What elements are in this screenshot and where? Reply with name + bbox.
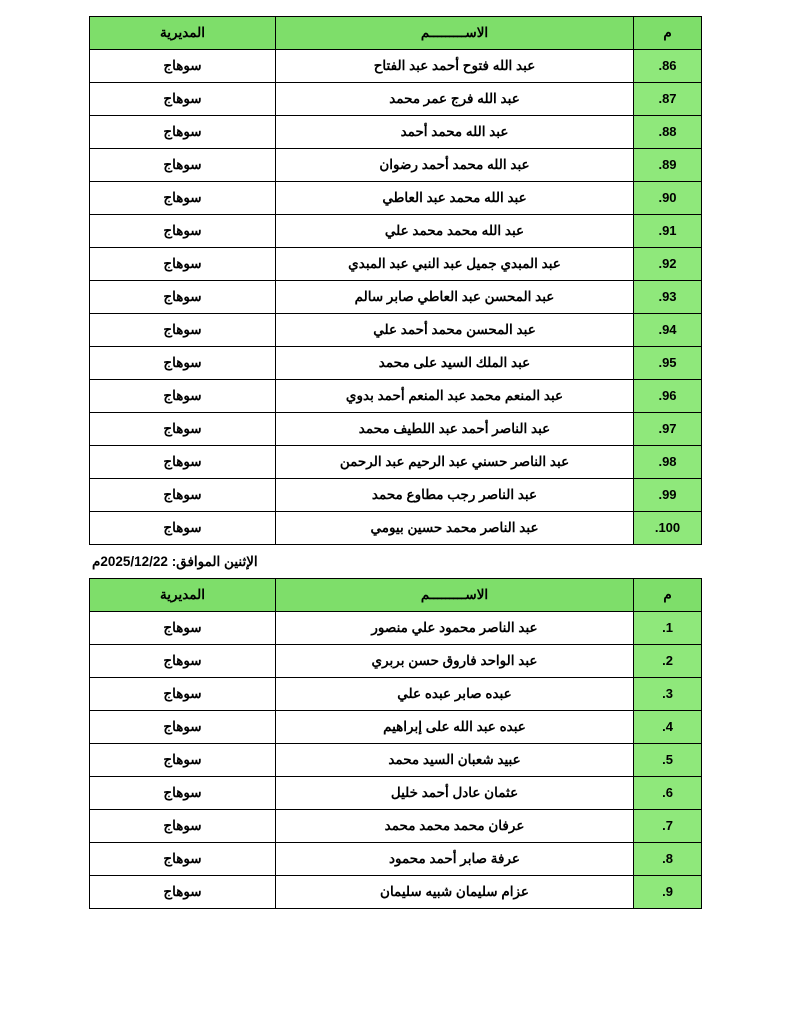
row-number: 88. xyxy=(634,116,702,149)
row-directorate: سوهاج xyxy=(90,446,276,479)
row-name: عبد الله محمد أحمد رضوان xyxy=(276,149,634,182)
table-row xyxy=(90,182,702,215)
row-number: 96. xyxy=(634,380,702,413)
row-directorate: سوهاج xyxy=(90,248,276,281)
row-name: عبيد شعبان السيد محمد xyxy=(276,744,634,777)
row-number: 86. xyxy=(634,50,702,83)
row-name: عبد الناصر محمود علي منصور xyxy=(276,612,634,645)
table-row xyxy=(90,876,702,909)
row-directorate: سوهاج xyxy=(90,50,276,83)
row-directorate: سوهاج xyxy=(90,380,276,413)
table-header-row xyxy=(90,579,702,612)
row-name: عبده عبد الله على إبراهيم xyxy=(276,711,634,744)
roster-table-two xyxy=(89,578,702,909)
table-row xyxy=(90,347,702,380)
row-directorate: سوهاج xyxy=(90,182,276,215)
table-row xyxy=(90,843,702,876)
row-number: 2. xyxy=(634,645,702,678)
table-row xyxy=(90,413,702,446)
row-number: 95. xyxy=(634,347,702,380)
table-row xyxy=(90,314,702,347)
row-name: عبد الله فتوح أحمد عبد الفتاح xyxy=(276,50,634,83)
table-two-header xyxy=(90,579,702,612)
row-name: عبد الواحد فاروق حسن بربري xyxy=(276,645,634,678)
table-row xyxy=(90,711,702,744)
table-one-body xyxy=(90,50,702,545)
row-directorate: سوهاج xyxy=(90,479,276,512)
table-row xyxy=(90,612,702,645)
row-directorate: سوهاج xyxy=(90,413,276,446)
row-directorate: سوهاج xyxy=(90,281,276,314)
row-number: 93. xyxy=(634,281,702,314)
header-directorate: المديرية xyxy=(90,17,276,50)
row-number: 100. xyxy=(634,512,702,545)
row-name: عبده صابر عبده علي xyxy=(276,678,634,711)
row-number: 99. xyxy=(634,479,702,512)
row-name: عبد الملك السيد على محمد xyxy=(276,347,634,380)
date-line: الإثنين الموافق: 2025/12/22م xyxy=(92,554,258,569)
row-number: 6. xyxy=(634,777,702,810)
row-number: 89. xyxy=(634,149,702,182)
header-name: الاســـــــــم xyxy=(276,579,634,612)
row-directorate: سوهاج xyxy=(90,744,276,777)
row-name: عبد الناصر أحمد عبد اللطيف محمد xyxy=(276,413,634,446)
row-directorate: سوهاج xyxy=(90,215,276,248)
row-number: 9. xyxy=(634,876,702,909)
row-number: 87. xyxy=(634,83,702,116)
table-row xyxy=(90,149,702,182)
table-row xyxy=(90,215,702,248)
row-name: عزام سليمان شبيه سليمان xyxy=(276,876,634,909)
table-row xyxy=(90,678,702,711)
row-directorate: سوهاج xyxy=(90,810,276,843)
row-number: 97. xyxy=(634,413,702,446)
header-directorate: المديرية xyxy=(90,579,276,612)
row-number: 7. xyxy=(634,810,702,843)
row-name: عبد المبدي جميل عبد النبي عبد المبدي xyxy=(276,248,634,281)
row-number: 4. xyxy=(634,711,702,744)
row-directorate: سوهاج xyxy=(90,777,276,810)
row-directorate: سوهاج xyxy=(90,314,276,347)
table-row xyxy=(90,744,702,777)
row-name: عثمان عادل أحمد خليل xyxy=(276,777,634,810)
table-two-body xyxy=(90,612,702,909)
row-number: 90. xyxy=(634,182,702,215)
row-number: 94. xyxy=(634,314,702,347)
row-directorate: سوهاج xyxy=(90,711,276,744)
row-name: عبد الناصر حسني عبد الرحيم عبد الرحمن xyxy=(276,446,634,479)
row-number: 98. xyxy=(634,446,702,479)
table-row xyxy=(90,281,702,314)
table-row xyxy=(90,116,702,149)
row-name: عبد الله فرج عمر محمد xyxy=(276,83,634,116)
row-directorate: سوهاج xyxy=(90,843,276,876)
row-name: عبد الله محمد أحمد xyxy=(276,116,634,149)
row-directorate: سوهاج xyxy=(90,116,276,149)
header-number: م xyxy=(634,579,702,612)
row-name: عبد الناصر محمد حسين بيومي xyxy=(276,512,634,545)
row-name: عبد المحسن عبد العاطي صابر سالم xyxy=(276,281,634,314)
row-number: 8. xyxy=(634,843,702,876)
table-header-row xyxy=(90,17,702,50)
table-row xyxy=(90,512,702,545)
row-name: عرفة صابر أحمد محمود xyxy=(276,843,634,876)
row-name: عبد الله محمد عبد العاطي xyxy=(276,182,634,215)
table-row xyxy=(90,810,702,843)
row-number: 3. xyxy=(634,678,702,711)
table-one-header xyxy=(90,17,702,50)
header-number: م xyxy=(634,17,702,50)
row-directorate: سوهاج xyxy=(90,512,276,545)
row-directorate: سوهاج xyxy=(90,149,276,182)
row-name: عرفان محمد محمد محمد xyxy=(276,810,634,843)
row-directorate: سوهاج xyxy=(90,612,276,645)
table-row xyxy=(90,645,702,678)
row-directorate: سوهاج xyxy=(90,876,276,909)
row-number: 1. xyxy=(634,612,702,645)
row-name: عبد الله محمد محمد علي xyxy=(276,215,634,248)
row-name: عبد المحسن محمد أحمد علي xyxy=(276,314,634,347)
table-row xyxy=(90,248,702,281)
table-row xyxy=(90,83,702,116)
row-directorate: سوهاج xyxy=(90,347,276,380)
row-number: 92. xyxy=(634,248,702,281)
row-name: عبد المنعم محمد عبد المنعم أحمد بدوي xyxy=(276,380,634,413)
row-number: 5. xyxy=(634,744,702,777)
header-name: الاســـــــــم xyxy=(276,17,634,50)
table-row xyxy=(90,50,702,83)
row-directorate: سوهاج xyxy=(90,645,276,678)
roster-table-one xyxy=(89,16,702,545)
row-directorate: سوهاج xyxy=(90,83,276,116)
table-row xyxy=(90,380,702,413)
row-name: عبد الناصر رجب مطاوع محمد xyxy=(276,479,634,512)
table-row xyxy=(90,446,702,479)
row-directorate: سوهاج xyxy=(90,678,276,711)
table-row xyxy=(90,479,702,512)
row-number: 91. xyxy=(634,215,702,248)
table-row xyxy=(90,777,702,810)
